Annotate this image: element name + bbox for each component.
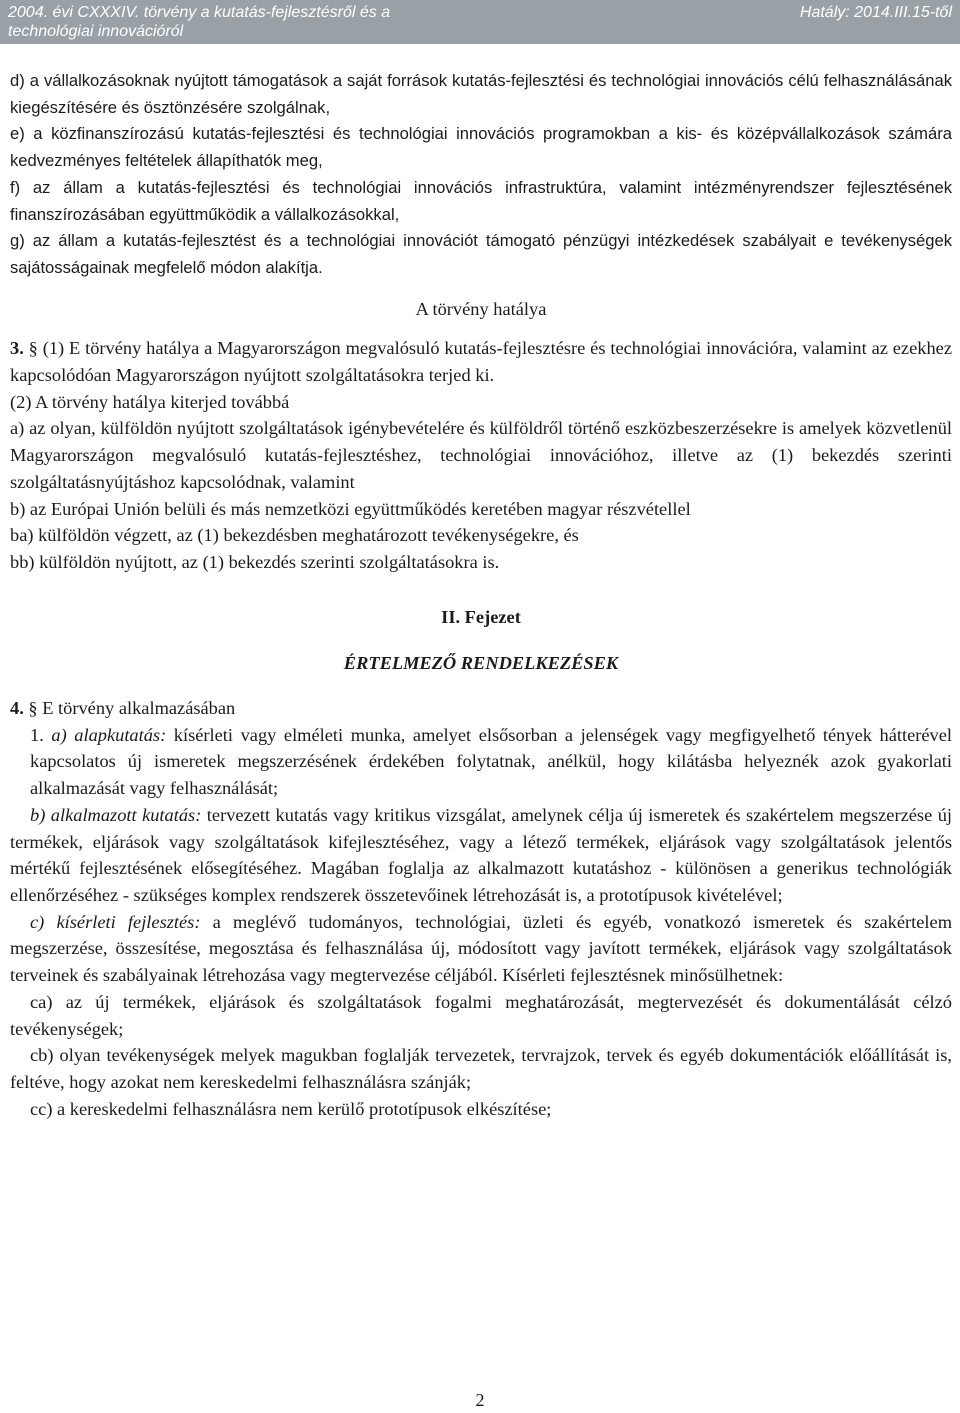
header-title-line2: technológiai innovációról <box>8 23 184 40</box>
paragraph-3-2-ba: ba) külföldön végzett, az (1) bekezdésben meghatározott tevékenységekre, és <box>10 525 579 546</box>
paragraph-3-1-text: (1) E törvény hatálya a Magyarországon megvalósuló kutatás-fejlesztésre és technológiai innovációra, valamint az ezekhez kapcsolódóan Magyarországon nyújtott szolgáltatásokra terjed ki. <box>10 338 952 386</box>
definition-1c-text: a meglévő tudományos, technológiai, üzleti és egyéb, vonatkozó ismeretek és szakértelem megszerzése, összesítése, megosztása és felhasználása új, módosított vagy javított termékek, eljárások vagy szolgáltatások terveinek és szabályainak létrehozása vagy megtervezése céljából. Kísérleti fejlesztésnek minősülhetnek: <box>10 911 952 986</box>
paragraph-4-intro-text: E törvény alkalmazásában <box>42 698 236 719</box>
definition-1c <box>10 909 952 989</box>
definition-1c-cc: cc) a kereskedelmi felhasználásra nem kerülő prototípusok elkészítése; <box>30 1098 552 1119</box>
paragraph-3-2-a: a) az olyan, külföldön nyújtott szolgáltatások igénybevételére és külföldről történő eszközbeszerzésekre is amelyek közvetlenül Magyarországon megvalósuló kutatás-fejlesztéshez, technológiai innovációhoz, illetve az (1) bekezdés szerinti szolgáltatásnyújtáshoz kapcsolódnak, valamint <box>10 418 952 492</box>
definition-1b-text: tervezett kutatás vagy kritikus vizsgálat, amelynek célja új ismeretek és szakértelem megszerzése új termékek, eljárások vagy szolgáltatások kifejlesztéséhez, vagy a létező termékek, eljárások vagy szolgáltatások jelentős mértékű fejlesztésének elősegítéséhez. Magában foglalja az alkalmazott kutatáshoz - különösen a generikus technológiák ellenőrzéséhez - szükséges komplex rendszerek összetevőinek létrehozását is, a prototípusok kivételével; <box>10 804 953 905</box>
paragraph-3-1 <box>10 335 952 388</box>
definition-1a-term: a) alapkutatás: <box>51 724 167 745</box>
header-title-line1: 2004. évi CXXXIV. törvény a kutatás-fejlesztésről és a <box>8 4 391 21</box>
definition-1c-cb: cb) olyan tevékenységek melyek magukban foglalják tervezetek, tervrajzok, tervek és egyéb dokumentációk előállítását is, feltéve, hogy azokat nem kereskedelmi felhasználásra szánják; <box>10 1045 952 1092</box>
header-effective-date: Hatály: 2014.III.15-től <box>799 4 952 21</box>
document-body <box>10 68 952 1122</box>
section-symbol-3: § <box>28 338 38 359</box>
definition-1b <box>10 802 952 909</box>
paragraph-4-intro <box>10 695 952 722</box>
definition-1a <box>10 722 952 802</box>
item-g: g) az állam a kutatás-fejlesztést és a technológiai innovációt támogató pénzügyi intézkedések szabályait e tevékenységek sajátosságainak megfelelő módon alakítja. <box>10 231 952 277</box>
item-f: f) az állam a kutatás-fejlesztési és technológiai innovációs infrastruktúra, valamint intézményrendszer fejlesztésének finanszírozásában együttműködik a vállalkozásokkal, <box>10 177 952 224</box>
definition-1-number: 1. <box>30 724 44 745</box>
paragraph-3-2-b: b) az Európai Unión belüli és más nemzetközi együttműködés keretében magyar részvétellel <box>10 498 691 519</box>
page-number: 2 <box>475 1390 485 1410</box>
section-symbol-4: § <box>28 698 38 719</box>
chapter-title: ÉRTELMEZŐ RENDELKEZÉSEK <box>343 653 619 674</box>
document-header <box>0 0 960 44</box>
section-number-4: 4. <box>10 698 24 719</box>
paragraph-3-2-bb: bb) külföldön nyújtott, az (1) bekezdés szerinti szolgáltatásokra is. <box>10 551 500 572</box>
definition-1b-term: b) alkalmazott kutatás: <box>30 804 202 825</box>
definition-1c-ca: ca) az új termékek, eljárások és szolgáltatások fogalmi meghatározását, megtervezését és dokumentálását célzó tevékenységek; <box>10 991 952 1039</box>
definition-1c-term: c) kísérleti fejlesztés: <box>30 911 201 932</box>
item-d: d) a vállalkozásoknak nyújtott támogatások a saját források kutatás-fejlesztési és technológiai innovációs célú felhasználásának kiegészítésére és ösztönzésére szolgálnak, <box>10 71 952 117</box>
section-heading-scope: A törvény hatálya <box>415 298 547 319</box>
definition-1a-text: kísérleti vagy elméleti munka, amelyet elsősorban a jelenségek vagy megfigyelhető tények hátterével kapcsolatos új ismeretek megszerzésének érdekében folytatnak, anélkül, hogy kilátásba helyeznék azok gyakorlati alkalmazását vagy felhasználását; <box>30 724 952 799</box>
chapter-label: II. Fejezet <box>441 606 521 627</box>
section-number-3: 3. <box>10 338 24 359</box>
paragraph-3-2: (2) A törvény hatálya kiterjed továbbá <box>10 391 290 412</box>
item-e: e) a közfinanszírozású kutatás-fejlesztési és technológiai innovációs programokban a kis- és középvállalkozások számára kedvezményes feltételek állapíthatók meg, <box>10 124 952 171</box>
